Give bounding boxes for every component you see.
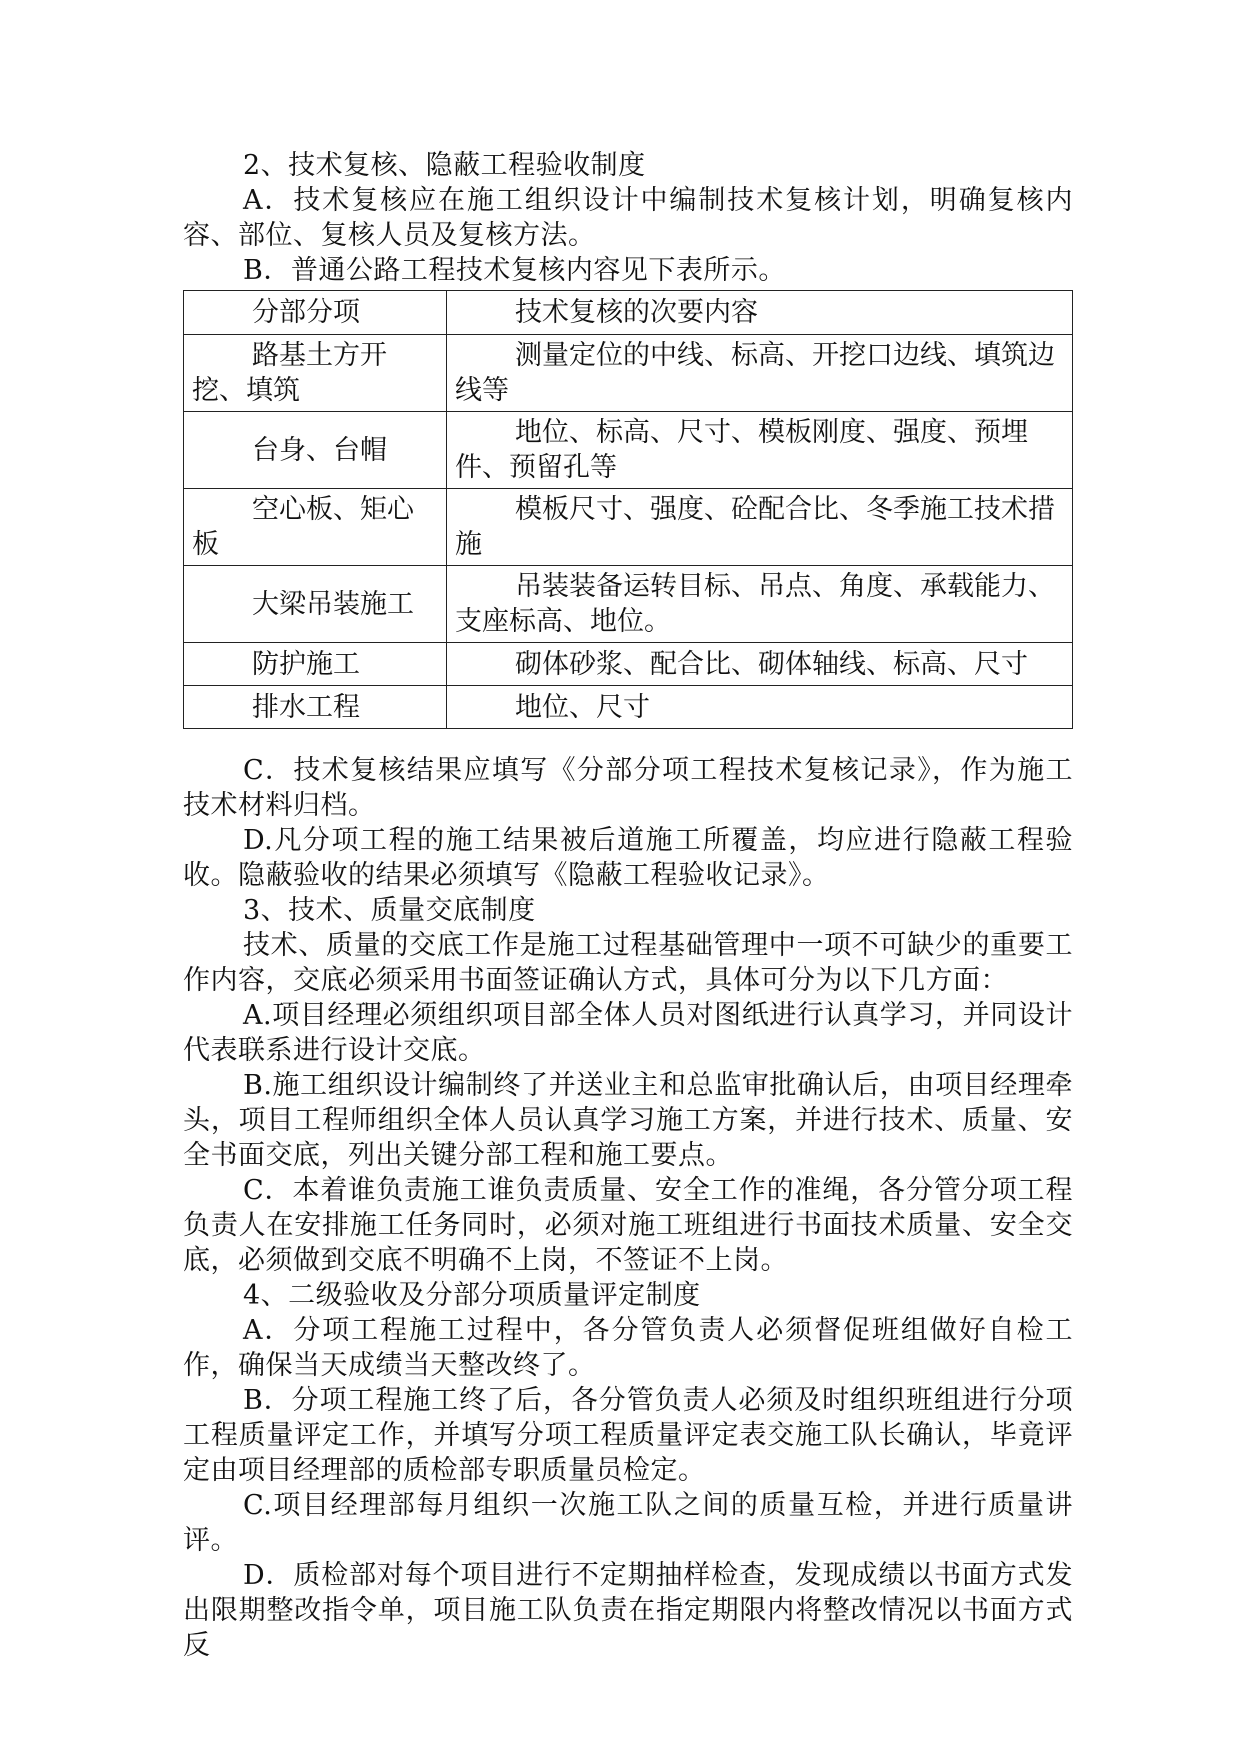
table-cell-content: 地位、标高、尺寸、模板刚度、强度、预埋件、预留孔等 [447,412,1073,489]
document-body [183,148,1073,1663]
section-2-item-d: D.凡分项工程的施工结果被后道施工所覆盖，均应进行隐蔽工程验收。隐蔽验收的结果必须填写《隐蔽工程验收记录》。 [183,825,1073,891]
technical-review-table [183,290,1073,729]
section-2-item-c: C．技术复核结果应填写《分部分项工程技术复核记录》，作为施工技术材料归档。 [183,755,1073,821]
table-cell-item: 路基土方开挖、填筑 [184,335,447,412]
table-header-cell: 分部分项 [184,291,447,335]
section-3-item-a: A.项目经理必须组织项目部全体人员对图纸进行认真学习，并同设计代表联系进行设计交底。 [183,1000,1073,1066]
table-row [184,412,1073,489]
table-header-row [184,291,1073,335]
section-4-heading: 4、二级验收及分部分项质量评定制度 [243,1280,701,1311]
table-cell-content: 吊装装备运转目标、吊点、角度、承载能力、支座标高、地位。 [447,566,1073,643]
section-3-intro: 技术、质量的交底工作是施工过程基础管理中一项不可缺少的重要工作内容，交底必须采用书面签证确认方式，具体可分为以下几方面： [183,930,1073,996]
table-header-cell: 技术复核的次要内容 [447,291,1073,335]
table-cell-item: 台身、台帽 [184,412,447,489]
table-row [184,489,1073,566]
table-cell-item: 大梁吊装施工 [184,566,447,643]
section-2-item-a: A．技术复核应在施工组织设计中编制技术复核计划，明确复核内容、部位、复核人员及复核方法。 [183,185,1073,251]
table-cell-content: 地位、尺寸 [447,686,1073,729]
table-row [184,686,1073,729]
section-2-heading: 2、技术复核、隐蔽工程验收制度 [243,150,646,181]
section-4-item-a: A．分项工程施工过程中，各分管负责人必须督促班组做好自检工作，确保当天成绩当天整改终了。 [183,1315,1073,1381]
section-4-item-d: D．质检部对每个项目进行不定期抽样检查，发现成绩以书面方式发出限期整改指令单，项目施工队负责在指定期限内将整改情况以书面方式反 [183,1560,1073,1661]
section-3-item-b: B.施工组织设计编制终了并送业主和总监审批确认后，由项目经理牵头，项目工程师组织全体人员认真学习施工方案，并进行技术、质量、安全书面交底，列出关键分部工程和施工要点。 [183,1070,1073,1171]
section-4-item-b: B．分项工程施工终了后，各分管负责人必须及时组织班组进行分项工程质量评定工作，并填写分项工程质量评定表交施工队长确认，毕竟评定由项目经理部的质检部专职质量员检定。 [183,1385,1073,1486]
table-cell-content: 测量定位的中线、标高、开挖口边线、填筑边线等 [447,335,1073,412]
section-4-item-c: C.项目经理部每月组织一次施工队之间的质量互检，并进行质量讲评。 [183,1490,1073,1556]
section-3-item-c: C．本着谁负责施工谁负责质量、安全工作的准绳，各分管分项工程负责人在安排施工任务同时，必须对施工班组进行书面技术质量、安全交底，必须做到交底不明确不上岗，不签证不上岗。 [183,1175,1073,1276]
table-cell-content: 砌体砂浆、配合比、砌体轴线、标高、尺寸 [447,643,1073,686]
table-row [184,643,1073,686]
table-cell-item: 排水工程 [184,686,447,729]
table-row [184,335,1073,412]
table-cell-content: 模板尺寸、强度、砼配合比、冬季施工技术措施 [447,489,1073,566]
table-row [184,566,1073,643]
table-cell-item: 防护施工 [184,643,447,686]
table-cell-item: 空心板、矩心板 [184,489,447,566]
section-3-heading: 3、技术、质量交底制度 [243,895,536,926]
section-2-item-b: B．普通公路工程技术复核内容见下表所示。 [243,255,786,286]
